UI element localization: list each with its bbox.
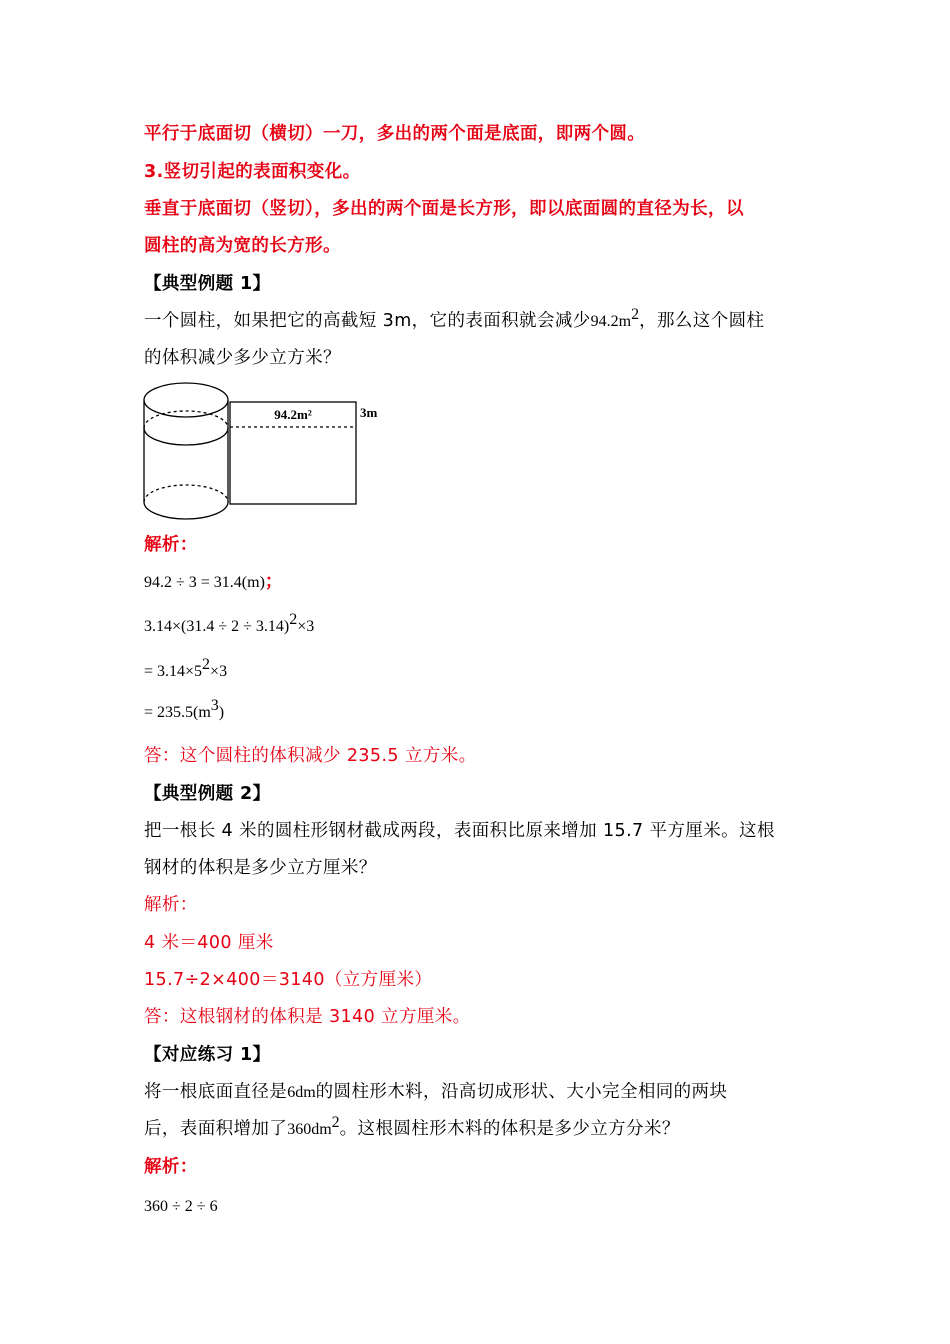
intro-line-4: 圆柱的高为宽的长方形。 [144,236,341,256]
example1-step4-tail: ) [218,704,225,721]
example1-heading: 【典型例题 1】 [144,274,271,294]
intro-line-3: 垂直于底面切（竖切），多出的两个面是长方形，即以底面圆的直径为长，以 [144,199,744,219]
example1-step3-expr: = 3.14×5 [144,663,203,680]
example1-step2-expr: 3.14×(31.4 ÷ 2 ÷ 3.14) [144,618,290,635]
example1-question-line-2: 的体积减少多少立方米？ [144,348,341,368]
cylinder-shape [144,383,228,519]
cylinder-figure [142,381,392,523]
example2-answer: 答：这根钢材的体积是 3140 立方厘米。 [144,1007,471,1027]
practice1-heading: 【对应练习 1】 [144,1045,271,1065]
practice1-q2-tail: 。这根圆柱形木料的体积是多少立方分米？ [339,1119,680,1139]
example1-step2-tail: ×3 [297,618,315,635]
practice1-analysis-label: 解析： [144,1157,198,1177]
example1-step-2 [144,611,315,639]
practice1-question-line-1 [144,1080,727,1105]
example1-analysis-label: 解析： [144,535,198,555]
practice1-q2-text: 后，表面积增加了 [144,1119,288,1139]
example1-step-4 [144,697,225,725]
intro-line-1: 平行于底面切（横切）一刀，多出的两个面是底面，即两个圆。 [144,124,646,144]
example1-step1-tail: ； [264,572,283,592]
example1-q1-text: 一个圆柱，如果把它的高截短 3m，它的表面积就会减少 [144,311,591,331]
example1-q1-area: 94.2m [590,313,632,330]
example1-step1-expr: 94.2 ÷ 3 = 31.4(m) [144,574,265,591]
example1-step4-expr: = 235.5(m [144,704,211,721]
example2-question-line-2: 钢材的体积是多少立方厘米？ [144,858,377,878]
practice1-step-1 [144,1194,218,1219]
example1-question-line-1 [144,306,765,334]
example2-step-2: 15.7÷2×400＝3140（立方厘米） [144,970,433,990]
example1-step3-tail: ×3 [210,663,228,680]
example1-step4-sup: 3 [210,697,219,714]
example1-step3-sup: 2 [202,656,211,673]
example1-q1-tail: ，那么这个圆柱 [639,311,765,331]
figure-area-label: 94.2m² [274,407,312,422]
intro-line-2: 3.竖切引起的表面积变化。 [144,162,361,182]
example2-step-1: 4 米＝400 厘米 [144,933,274,953]
example1-step-3 [144,656,228,684]
practice1-question-line-2 [144,1114,680,1142]
practice1-q2-sup: 2 [331,1114,340,1131]
example2-question-line-1: 把一根长 4 米的圆柱形钢材截成两段，表面积比原来增加 15.7 平方厘米。这根 [144,821,775,841]
practice1-q1-tail: 的圆柱形木料，沿高切成形状、大小完全相同的两块 [315,1082,728,1102]
example1-q1-sup: 2 [631,306,640,323]
practice1-step1-expr: 360 ÷ 2 ÷ 6 [144,1198,218,1215]
example1-step-1 [144,570,283,595]
practice1-q1-diameter: 6dm [287,1084,316,1101]
example2-analysis-label: 解析： [144,895,198,915]
practice1-q2-area: 360dm [287,1121,332,1138]
practice1-q1-text: 将一根底面直径是 [144,1082,288,1102]
figure-height-label: 3m [360,405,378,420]
example2-heading: 【典型例题 2】 [144,784,271,804]
example1-step2-sup: 2 [289,611,298,628]
example1-answer: 答：这个圆柱的体积减少 235.5 立方米。 [144,746,477,766]
